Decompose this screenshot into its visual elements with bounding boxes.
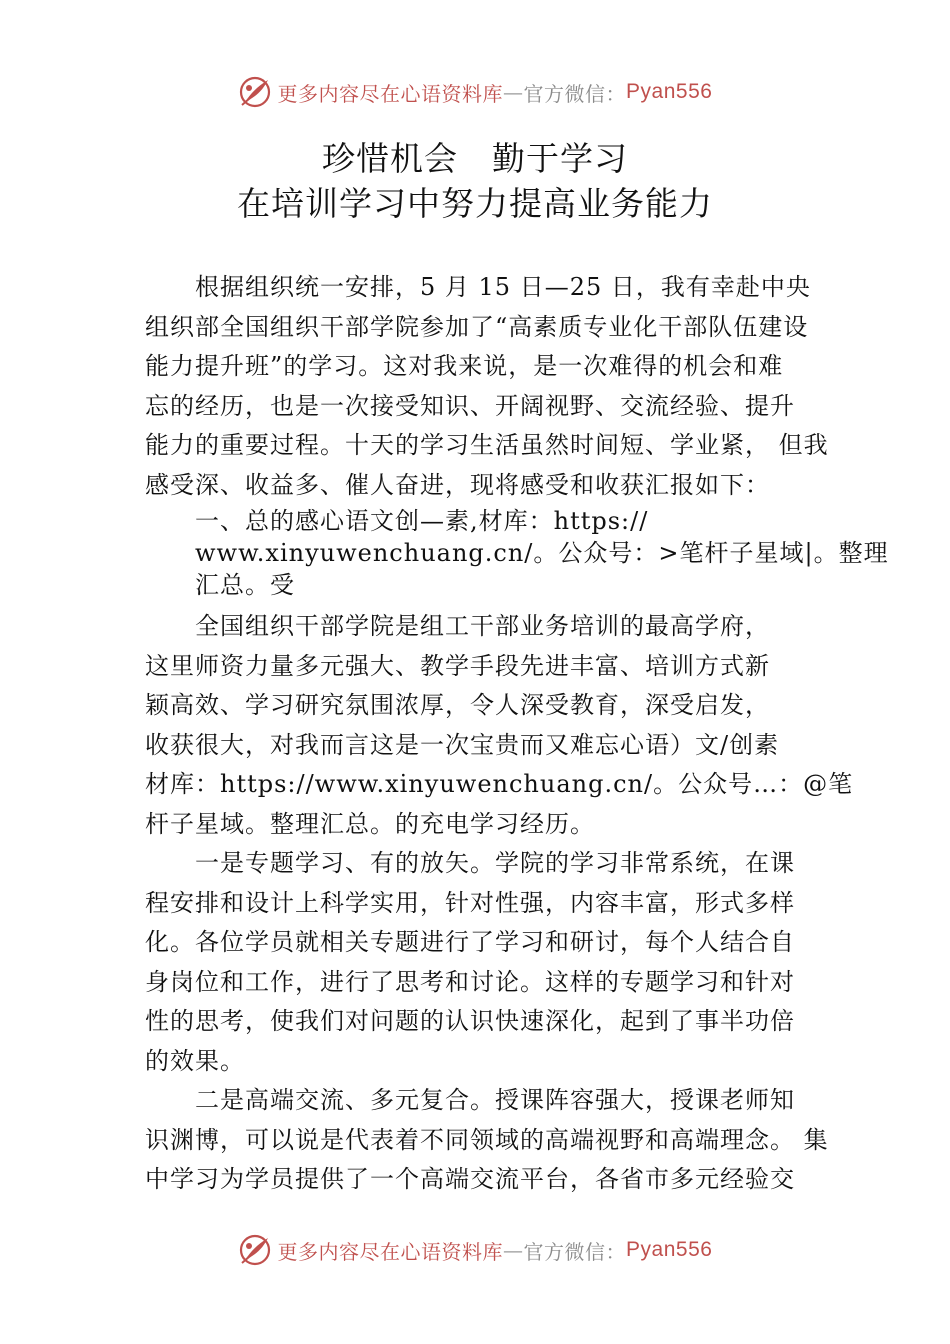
text-line: www.xinyuwenchuang.cn/。公众号：>笔杆子星域|。整理 — [195, 539, 889, 567]
text-line: 材库：https://www.xinyuwenchuang.cn/。公众号…：@笔 — [145, 770, 854, 798]
text-line: 性的思考，使我们对问题的认识快速深化，起到了事半功倍 — [145, 1007, 795, 1035]
text-line: 汇总。受 — [195, 571, 295, 599]
text-line: 能力提升班”的学习。这对我来说，是一次难得的机会和难 — [145, 352, 784, 380]
document-body — [145, 268, 889, 1200]
text-line: 识渊博，可以说是代表着不同领域的高端视野和高端理念。 集 — [145, 1125, 829, 1154]
text-line: 化。各位学员就相关专题进行了学习和研讨，每个人结合自 — [145, 928, 795, 956]
text-line: 忘的经历，也是一次接受知识、开阔视野、交流经验、提升 — [145, 391, 795, 420]
text-line: 一是专题学习、有的放矢。学院的学习非常系统，在课 — [195, 849, 795, 877]
text-line: 杆子星域。整理汇总。的充电学习经历。 — [145, 809, 595, 838]
banner-separator: — — [503, 1238, 524, 1262]
paragraph-4 — [145, 844, 825, 1081]
text-line: 程安排和设计上科学实用，针对性强，内容丰富，形式多样 — [145, 888, 795, 917]
paragraph-5 — [145, 1081, 829, 1200]
text-line: 的效果。 — [145, 1046, 245, 1075]
paragraph-3 — [145, 607, 854, 844]
text-line: 中学习为学员提供了一个高端交流平台，各省市多元经验交 — [145, 1165, 795, 1193]
banner-wechat-id: Pyan556 — [626, 1238, 713, 1261]
quill-logo-icon — [238, 1233, 272, 1267]
banner-text: 更多内容尽在心语资料库 — [277, 81, 504, 106]
header-banner — [0, 70, 950, 114]
banner-wechat-label: 官方微信： — [523, 1239, 627, 1264]
text-line: 全国组织干部学院是组工干部业务培训的最高学府， — [195, 612, 770, 640]
text-line: 身岗位和工作，进行了思考和讨论。这样的专题学习和针对 — [145, 967, 795, 996]
banner-text: 更多内容尽在心语资料库 — [277, 1239, 504, 1264]
text-line: 感受深、收益多、催人奋进，现将感受和收获汇报如下： — [145, 470, 770, 499]
text-line: 二是高端交流、多元复合。授课阵容强大，授课老师知 — [195, 1086, 795, 1114]
paragraph-2 — [145, 505, 889, 601]
text-line: 能力的重要过程。十天的学习生活虽然时间短、学业紧， 但我 — [145, 431, 829, 459]
footer-banner — [0, 1228, 950, 1272]
quill-logo-icon — [238, 75, 272, 109]
text-line: 这里师资力量多元强大、教学手段先进丰富、培训方式新 — [145, 651, 770, 680]
document-title-line-2: 在培训学习中努力提高业务能力 — [237, 184, 713, 223]
paragraph-1 — [145, 268, 829, 505]
text-line: 收获很大，对我而言这是一次宝贵而又难忘心语）文/创素 — [145, 730, 780, 759]
banner-wechat-label: 官方微信： — [523, 81, 627, 106]
document-title-line-1: 珍惜机会 勤于学习 — [322, 139, 628, 178]
text-line: 一、总的感心语文创—素,材库：https:// — [195, 507, 649, 535]
text-line: 颖高效、学习研究氛围浓厚，令人深受教育，深受启发， — [145, 691, 770, 719]
text-line: 组织部全国组织干部学院参加了“高素质专业化干部队伍建设 — [145, 312, 809, 341]
banner-wechat-id: Pyan556 — [626, 80, 713, 103]
banner-separator: — — [503, 80, 524, 104]
text-line: 根据组织统一安排，5 月 15 日—25 日，我有幸赴中央 — [195, 273, 811, 301]
